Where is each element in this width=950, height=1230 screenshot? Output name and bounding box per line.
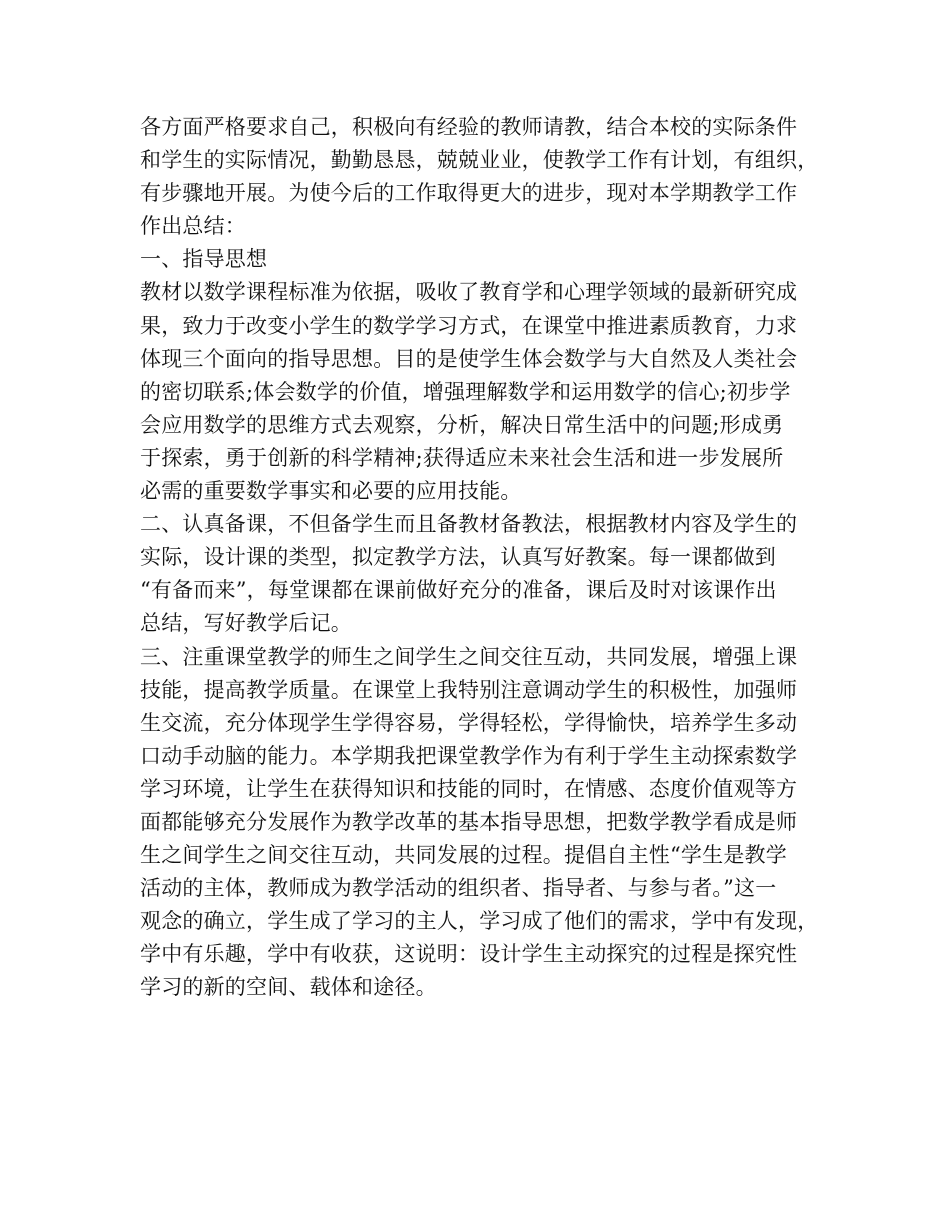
text-line: 口动手动脑的能力。本学期我把课堂教学作为有利于学生主动探索数学 <box>140 743 798 768</box>
text-line: 学中有乐趣，学中有收获，这说明：设计学生主动探究的过程是探究性 <box>140 942 798 967</box>
text-line: 体现三个面向的指导思想。目的是使学生体会数学与大自然及人类社会 <box>140 346 798 371</box>
document-body <box>140 111 820 1005</box>
text-line: 二、认真备课，不但备学生而且备教材备教法，根据教材内容及学生的 <box>140 512 798 537</box>
text-line: 面都能够充分发展作为教学改革的基本指导思想，把数学教学看成是师 <box>140 809 798 834</box>
section-heading: 一、指导思想 <box>140 247 268 272</box>
text-line: 生之间学生之间交往互动，共同发展的过程。提倡自主性“学生是教学 <box>140 843 787 868</box>
text-line: 会应用数学的思维方式去观察，分析，解决日常生活中的问题;形成勇 <box>140 412 784 437</box>
text-line: 实际，设计课的类型，拟定教学方法，认真写好教案。每一课都做到 <box>140 545 776 570</box>
text-line: 观念的确立，学生成了学习的主人，学习成了他们的需求，学中有发现， <box>140 909 819 934</box>
text-line: “有备而来”，每堂课都在课前做好充分的准备，课后及时对该课作出 <box>140 578 777 603</box>
text-line: 于探索，勇于创新的科学精神;获得适应未来社会生活和进一步发展所 <box>140 445 784 470</box>
text-line: 和学生的实际情况，勤勤恳恳，兢兢业业，使教学工作有计划，有组织， <box>140 148 819 173</box>
text-line: 学习环境，让学生在获得知识和技能的同时，在情感、态度价值观等方 <box>140 776 798 801</box>
text-line: 各方面严格要求自己，积极向有经验的教师请教，结合本校的实际条件 <box>140 115 798 139</box>
text-line: 活动的主体，教师成为教学活动的组织者、指导者、与参与者。”这一 <box>140 876 777 901</box>
text-line: 总结，写好教学后记。 <box>140 611 352 636</box>
text-line: 果，致力于改变小学生的数学学习方式，在课堂中推进素质教育，力求 <box>140 313 798 338</box>
text-line: 的密切联系;体会数学的价值，增强理解数学和运用数学的信心;初步学 <box>140 379 791 404</box>
text-line: 作出总结： <box>140 214 246 239</box>
text-line: 学习的新的空间、载体和途径。 <box>140 975 437 1000</box>
text-line: 有步骤地开展。为使今后的工作取得更大的进步，现对本学期教学工作 <box>140 181 798 206</box>
text-line: 三、注重课堂教学的师生之间学生之间交往互动，共同发展，增强上课 <box>140 644 798 669</box>
text-line: 必需的重要数学事实和必要的应用技能。 <box>140 479 522 504</box>
text-line: 生交流，充分体现学生学得容易，学得轻松，学得愉快，培养学生多动 <box>140 710 798 735</box>
text-line: 技能，提高教学质量。在课堂上我特别注意调动学生的积极性，加强师 <box>140 677 798 702</box>
text-line: 教材以数学课程标准为依据，吸收了教育学和心理学领域的最新研究成 <box>140 280 798 305</box>
